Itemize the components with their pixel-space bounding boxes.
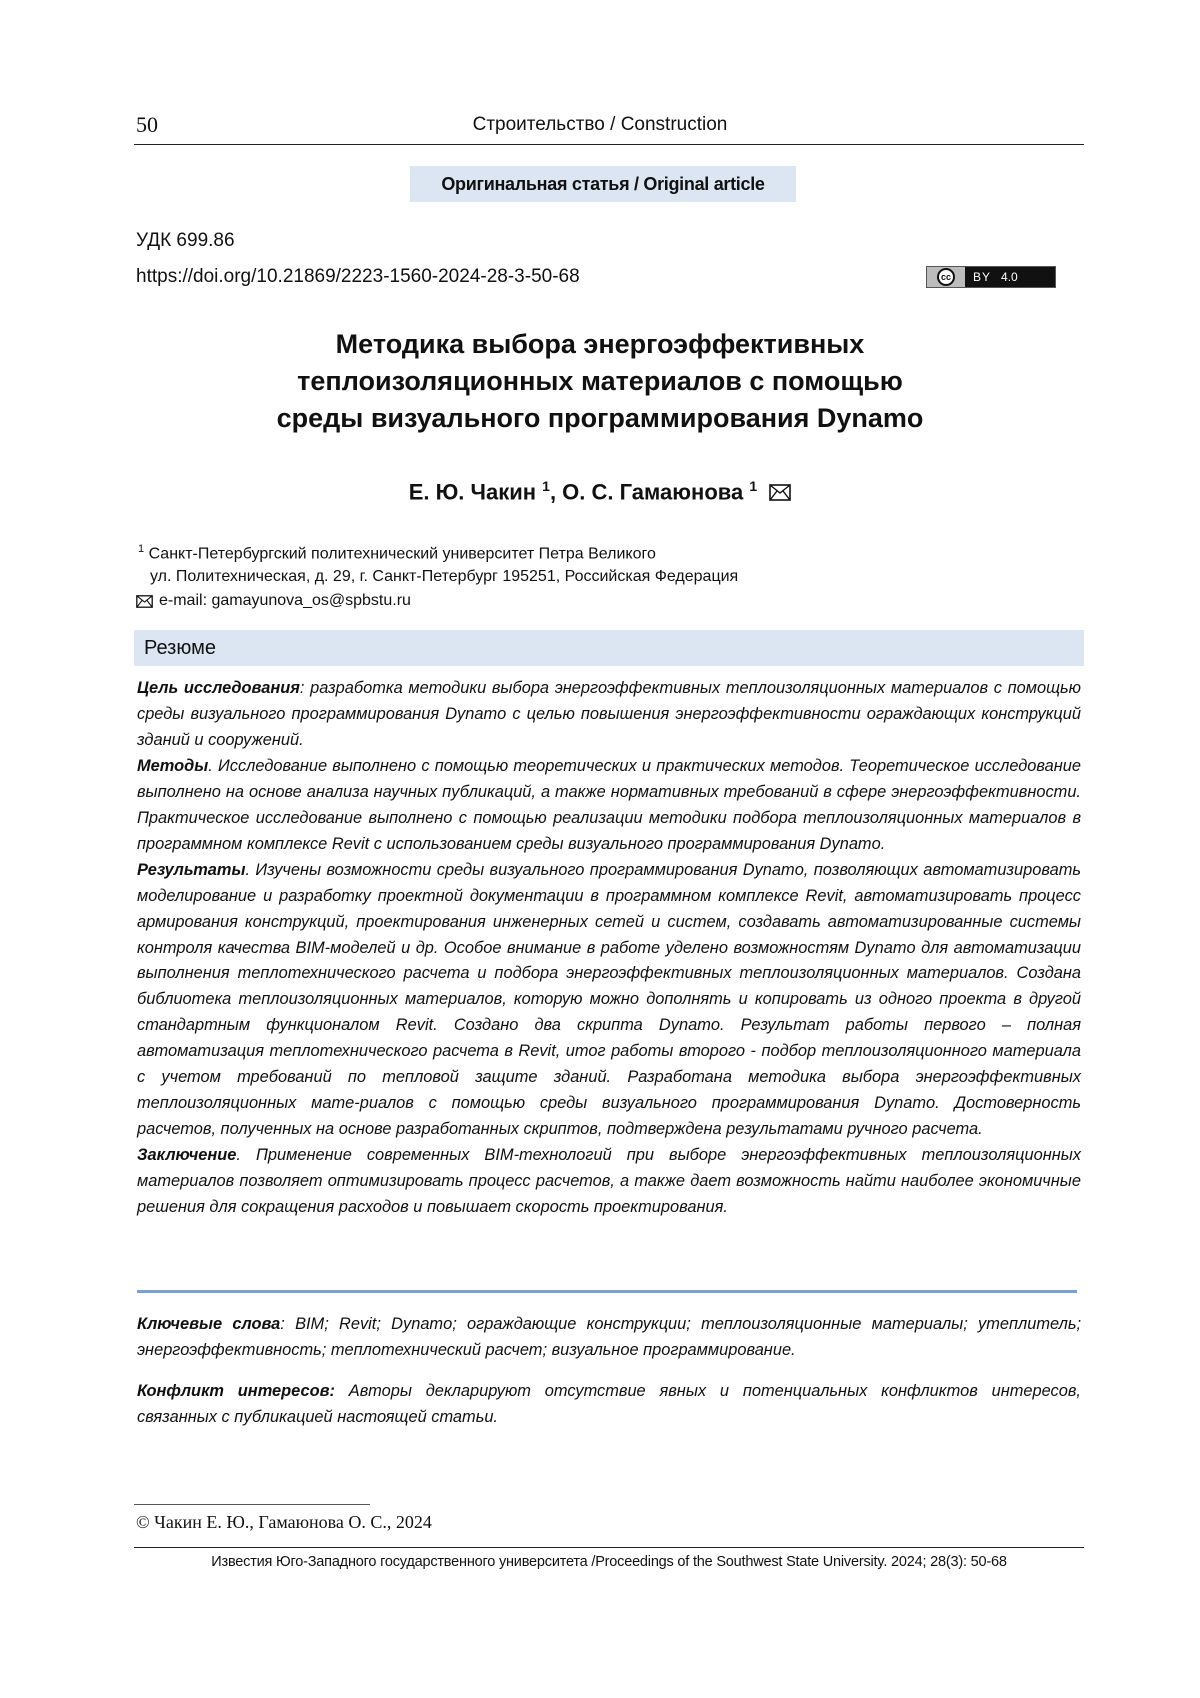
footer-divider xyxy=(134,1547,1084,1548)
affiliation-mark: 1 xyxy=(138,543,145,555)
copyright-divider xyxy=(134,1504,370,1505)
udc-code: УДК 699.86 xyxy=(136,230,235,251)
abstract-conclusion: Заключение. Применение современных BIM-технологий при выборе энергоэффективных теплоизоляционных материалов позволяет оптимизировать процесс расчетов, а также дает возможность найти наиболее экономичные решения для сокращения расходов и повышает скорость проектирования. xyxy=(137,1146,1081,1217)
journal-footer: Известия Юго-Западного государственного университета /Proceedings of the Southwest State University. 2024; 28(3): 50-68 xyxy=(211,1554,1007,1570)
running-head: Строительство / Construction xyxy=(472,114,728,135)
email-address[interactable]: e-mail: gamayunova_os@spbstu.ru xyxy=(159,592,411,609)
affiliation-address: ул. Политехническая, д. 29, г. Санкт-Петербург 195251, Российская Федерация xyxy=(150,568,739,586)
results-label: Результаты xyxy=(137,860,246,879)
doi-link[interactable]: https://doi.org/10.21869/2223-1560-2024-28-3-50-68 xyxy=(136,266,580,287)
abstract-methods: Методы. Исследование выполнено с помощью теоретических и практических методов. Теоретическое исследование выполнено на основе анализа научных публикаций, а также нормативных требований в сфере энергоэффективности. Практическое исследование выполнено с помощью реализации методики подбора теплоизоляционных материалов в программном комплексе Revit с использованием среды визуального программирования Dynamo. xyxy=(137,756,1081,853)
title-line-3: среды визуального программирования Dynamo xyxy=(276,403,924,433)
keywords: Ключевые слова: BIM; Revit; Dynamo; ограждающие конструкции; теплоизоляционные материалы; утеплитель; энергоэффективность; теплотехнический расчет; визуальное программирование. xyxy=(137,1315,1082,1359)
author-separator: , xyxy=(549,479,563,505)
conflict-of-interest: Конфликт интересов: Авторы декларируют отсутствие явных и потенциальных конфликтов интересов, связанных с публикацией настоящей статьи. xyxy=(137,1382,1081,1426)
title-line-2: теплоизоляционных материалов с помощью xyxy=(297,366,903,396)
cc-license-badge[interactable] xyxy=(926,266,1056,288)
abstract-results: Результаты. Изучены возможности среды визуального программирования Dynamo, позволяющих автоматизировать моделирование и разработку проектной документации в программном комплексе Revit, автоматизировать процесс армирования конструкций, проектирования инженерных сетей и систем, создавать автоматизированные системы контроля качества BIM-моделей и др. Особое внимание в работе уделено возможностям Dynamo для автоматизации выполнения теплотехнического расчета и подбора энергоэффективных теплоизоляционных материалов. Создана библиотека теплоизоляционных материалов, которую можно дополнять и копировать из одного проекта в другой стандартным функционалом Revit. Создано два скрипта Dynamo. Результат работы первого – полная автоматизация теплотехнического расчета в Revit, итог работы второго - подбор теплоизоляционного материала с учетом требований по тепловой защите зданий. Разработана методика выбора энергоэффективных теплоизоляционных мате-риалов с помощью среды визуального программирования Dynamo. Достоверность расчетов, полученных на основе разработанных скриптов, подтверждена результатами ручного расчета. xyxy=(137,860,1081,1139)
abstract-heading: Резюме xyxy=(144,636,216,659)
author-affiliation-mark: 1 xyxy=(749,478,758,494)
email-line xyxy=(136,592,411,610)
page-number: 50 xyxy=(136,112,158,137)
article-type-label: Оригинальная статья / Original article xyxy=(410,166,796,202)
author-list xyxy=(0,478,1200,505)
abstract-heading-bar xyxy=(134,630,1084,666)
author-affiliation-mark: 1 xyxy=(542,478,550,494)
affiliation xyxy=(138,538,738,588)
copyright-notice: © Чакин Е. Ю., Гамаюнова О. С., 2024 xyxy=(136,1512,432,1532)
article-title xyxy=(150,326,1050,437)
cc-by-label: BY xyxy=(973,270,992,284)
affiliation-name: Санкт-Петербургский политехнический университет Петра Великого xyxy=(144,545,656,563)
aim-label: Цель исследования xyxy=(137,679,300,697)
cc-version-label: 4.0 xyxy=(1001,270,1018,284)
abstract-aim: Цель исследования: разработка методики выбора энергоэффективных теплоизоляционных материалов с помощью среды визуального программирования Dynamo с целью повышения энергоэффективности ограждающих конструкций зданий и сооружений. xyxy=(137,679,1081,749)
abstract-body xyxy=(137,676,1081,1221)
methods-label: Методы xyxy=(137,756,209,775)
author-name: О. С. Гамаюнова xyxy=(562,479,744,505)
envelope-icon[interactable] xyxy=(769,484,791,501)
envelope-icon xyxy=(136,595,153,608)
author-name: Е. Ю. Чакин xyxy=(408,479,537,505)
abstract-divider xyxy=(137,1290,1077,1293)
keywords-label: Ключевые слова xyxy=(137,1315,281,1333)
title-line-1: Методика выбора энергоэффективных xyxy=(335,329,865,359)
header-divider xyxy=(134,144,1084,145)
conclusion-label: Заключение xyxy=(137,1146,237,1165)
cc-logo-icon: cc xyxy=(927,267,965,287)
conflict-label: Конфликт интересов: xyxy=(137,1382,335,1400)
